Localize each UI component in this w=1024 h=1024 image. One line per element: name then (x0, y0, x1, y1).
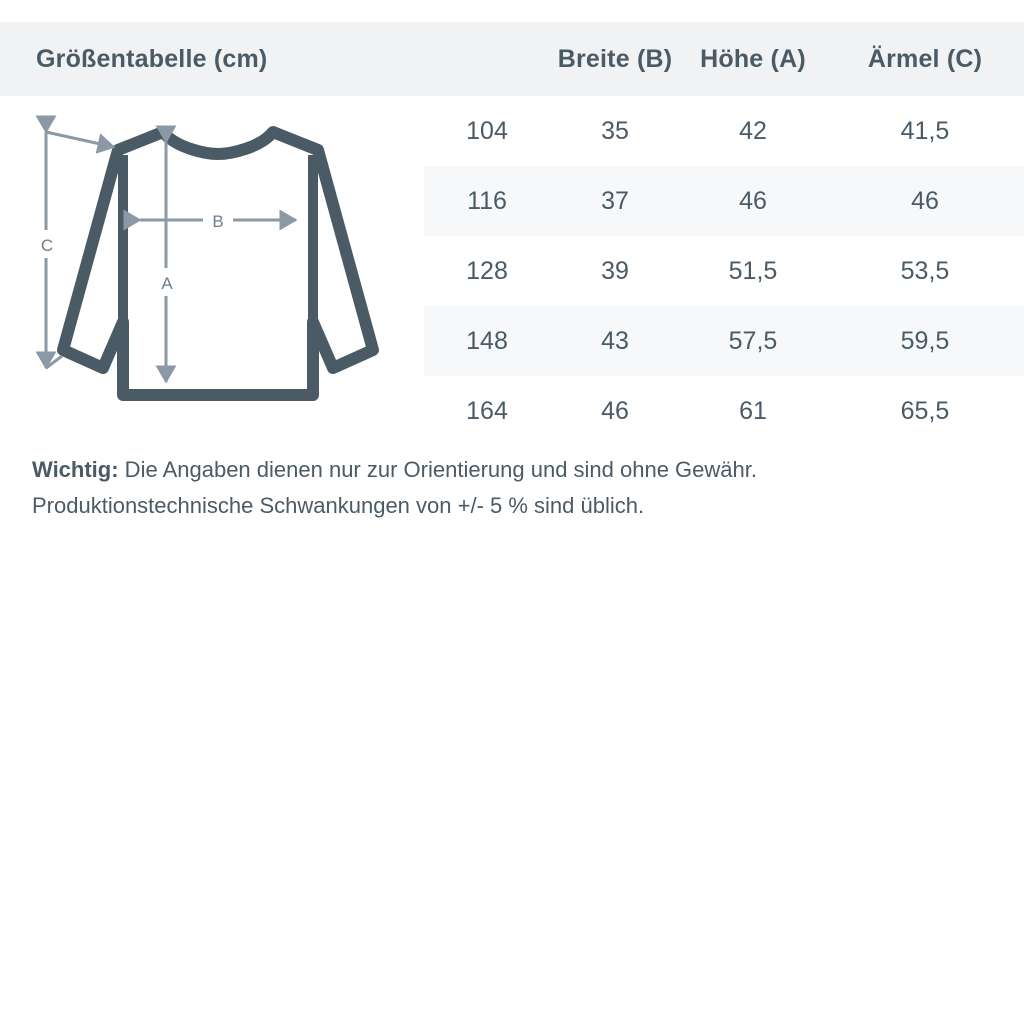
measure-b-arrow (140, 206, 296, 234)
cell-size: 164 (466, 396, 508, 425)
size-table (424, 96, 1024, 446)
table-row (424, 306, 1024, 376)
table-row (424, 96, 1024, 166)
cell-width: 37 (601, 186, 629, 215)
column-headers (424, 22, 1024, 96)
column-header-height: Höhe (A) (700, 44, 806, 73)
sweater-outline (63, 132, 373, 395)
cell-sleeve: 53,5 (900, 256, 950, 285)
cell-height: 51,5 (728, 256, 778, 285)
measure-a-label: A (161, 274, 173, 293)
column-header-width: Breite (B) (557, 44, 673, 73)
cell-height: 46 (739, 186, 767, 215)
disclaimer-line-1 (32, 452, 992, 488)
measure-a-arrow (152, 142, 182, 382)
measure-b-label: B (212, 212, 224, 231)
cell-sleeve: 65,5 (900, 396, 950, 425)
cell-width: 46 (601, 396, 629, 425)
cell-height: 57,5 (728, 326, 778, 355)
cell-size: 104 (466, 116, 508, 145)
table-row (424, 166, 1024, 236)
table-row (424, 236, 1024, 306)
cell-sleeve: 59,5 (900, 326, 950, 355)
cell-sleeve: 46 (911, 186, 939, 215)
cell-width: 43 (601, 326, 629, 355)
cell-height: 42 (739, 116, 767, 145)
disclaimer-note (32, 452, 992, 524)
cell-sleeve: 41,5 (900, 116, 950, 145)
cell-height: 61 (739, 396, 767, 425)
measure-c-label: C (40, 236, 54, 255)
column-header-sleeve: Ärmel (C) (867, 44, 983, 73)
cell-size: 116 (467, 186, 507, 215)
disclaimer-strong: Wichtig: (32, 457, 119, 482)
cell-width: 39 (601, 256, 629, 285)
disclaimer-line-2: Produktionstechnische Schwankungen von +/- 5 % sind üblich. (32, 493, 645, 518)
disclaimer-text-1: Die Angaben dienen nur zur Orientierung und sind ohne Gewähr. (118, 457, 757, 482)
garment-illustration (18, 110, 418, 430)
table-header (0, 22, 1024, 96)
cell-size: 148 (466, 326, 508, 355)
page-title: Größentabelle (cm) (36, 44, 268, 73)
cell-width: 35 (601, 116, 629, 145)
table-row (424, 376, 1024, 446)
cell-size: 128 (466, 256, 508, 285)
